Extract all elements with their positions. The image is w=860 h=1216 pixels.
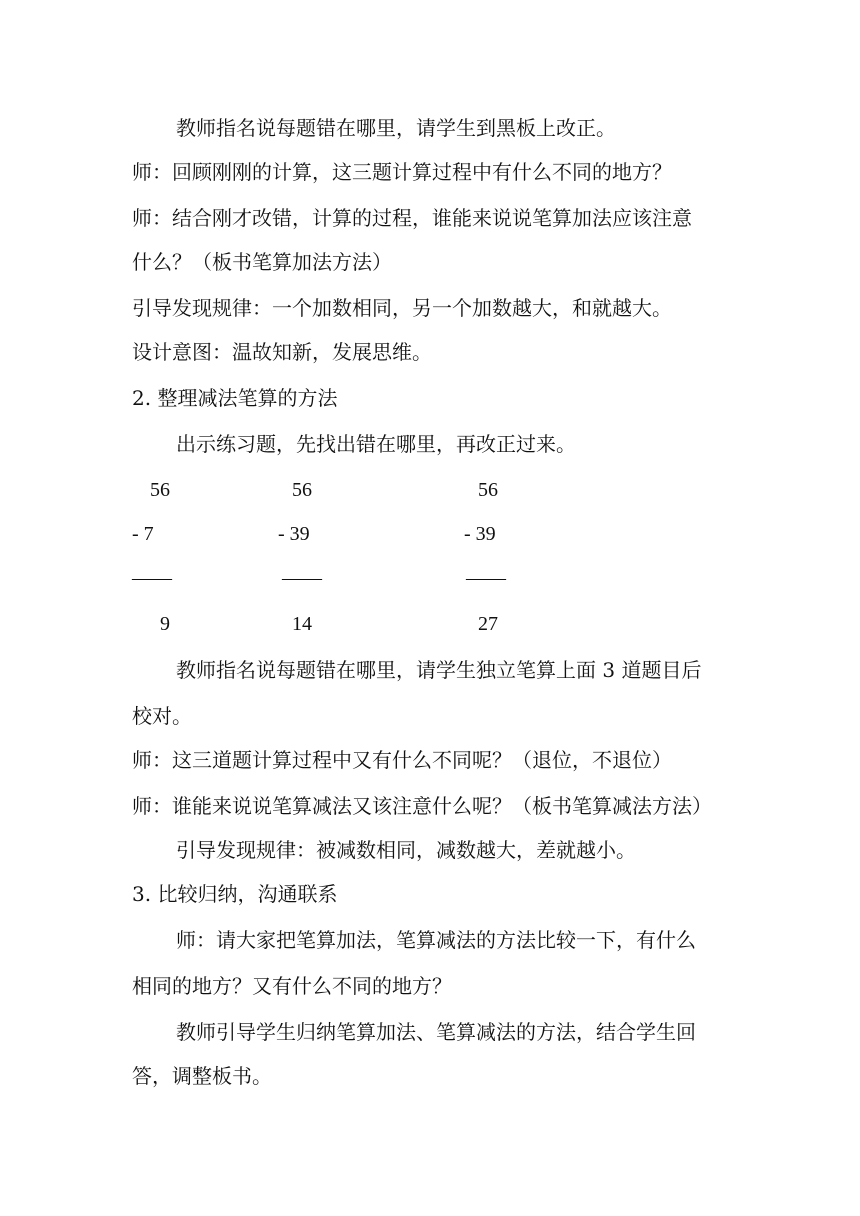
subtrahend: - 39 xyxy=(464,523,496,545)
paragraph: 相同的地方？又有什么不同的地方？ xyxy=(132,974,452,998)
rule-line: —— xyxy=(466,567,506,589)
result: 27 xyxy=(478,613,498,635)
paragraph: 师：这三道题计算过程中又有什么不同呢？（退位，不退位） xyxy=(132,748,672,772)
paragraph: 教师引导学生归纳笔算加法、笔算减法的方法，结合学生回 xyxy=(176,1020,696,1044)
paragraph: 师：请大家把笔算加法，笔算减法的方法比较一下，有什么 xyxy=(176,928,696,952)
subtrahend: - 39 xyxy=(278,523,310,545)
section-heading: 3. 比较归纳，沟通联系 xyxy=(132,882,338,906)
paragraph: 设计意图：温故知新，发展思维。 xyxy=(132,340,432,364)
paragraph: 出示练习题，先找出错在哪里，再改正过来。 xyxy=(176,432,576,456)
result: 9 xyxy=(160,613,170,635)
minuend: 56 xyxy=(150,479,170,501)
paragraph: 师：谁能来说说笔算减法又该注意什么呢？（板书笔算减法方法） xyxy=(132,794,712,818)
paragraph: 师：回顾刚刚的计算，这三题计算过程中有什么不同的地方？ xyxy=(132,160,672,184)
minuend: 56 xyxy=(478,479,498,501)
paragraph: 校对。 xyxy=(132,704,192,728)
rule-line: —— xyxy=(282,567,322,589)
subtrahend: - 7 xyxy=(132,523,154,545)
result: 14 xyxy=(292,613,312,635)
rule-line: —— xyxy=(132,567,172,589)
section-heading: 2. 整理减法笔算的方法 xyxy=(132,386,338,410)
paragraph: 师：结合刚才改错，计算的过程，谁能来说说笔算加法应该注意 xyxy=(132,206,692,230)
paragraph: 什么？（板书笔算加法方法） xyxy=(132,250,392,274)
paragraph: 教师指名说每题错在哪里，请学生独立笔算上面 3 道题目后 xyxy=(176,658,702,682)
paragraph: 教师指名说每题错在哪里，请学生到黑板上改正。 xyxy=(176,116,616,140)
minuend: 56 xyxy=(292,479,312,501)
paragraph: 答，调整板书。 xyxy=(132,1064,272,1088)
paragraph: 引导发现规律：被减数相同，减数越大，差就越小。 xyxy=(176,838,636,862)
paragraph: 引导发现规律：一个加数相同，另一个加数越大，和就越大。 xyxy=(132,296,672,320)
